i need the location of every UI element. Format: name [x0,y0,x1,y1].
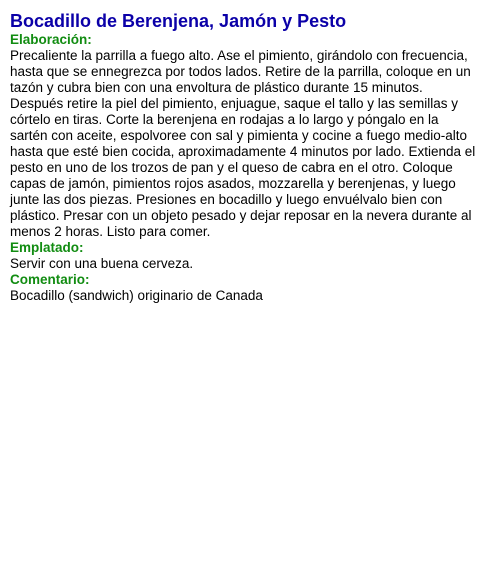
comentario-text: Bocadillo (sandwich) originario de Canada [10,288,263,303]
comentario-heading: Comentario: [10,272,90,287]
emplatado-text: Servir con una buena cerveza. [10,256,194,271]
elaboracion-heading: Elaboración: [10,32,92,47]
recipe-title: Bocadillo de Berenjena, Jamón y Pesto [10,11,347,31]
emplatado-heading: Emplatado: [10,240,84,255]
elaboracion-text: Precaliente la parrilla a fuego alto. Ase el pimiento, girándolo con frecuencia, hasta que se ennegrezca por todos lados. Retire de la parrilla, coloque en un tazón y cubra bien con una envoltura de plástico durante 15 minutos. Después retire la piel del pimiento, enjuague, saque el tallo y las semillas y córtelo en tiras. Corte la berenjena en rodajas a lo largo y póngalo en la sartén con aceite, espolvoree con sal y pimienta y cocine a fuego medio-alto hasta que esté bien cocida, aproximadamente 4 minutos por lado. Extienda el pesto en uno de los trozos de pan y el queso de cabra en el otro. Coloque capas de jamón, pimientos rojos asados, mozzarella y berenjenas, y luego junte las dos piezas. Presiones en bocadillo y luego envuélvalo bien con plástico. Presar con un objeto pesado y dejar reposar en la nevera durante al menos 2 horas. Listo para comer. [10,48,476,239]
